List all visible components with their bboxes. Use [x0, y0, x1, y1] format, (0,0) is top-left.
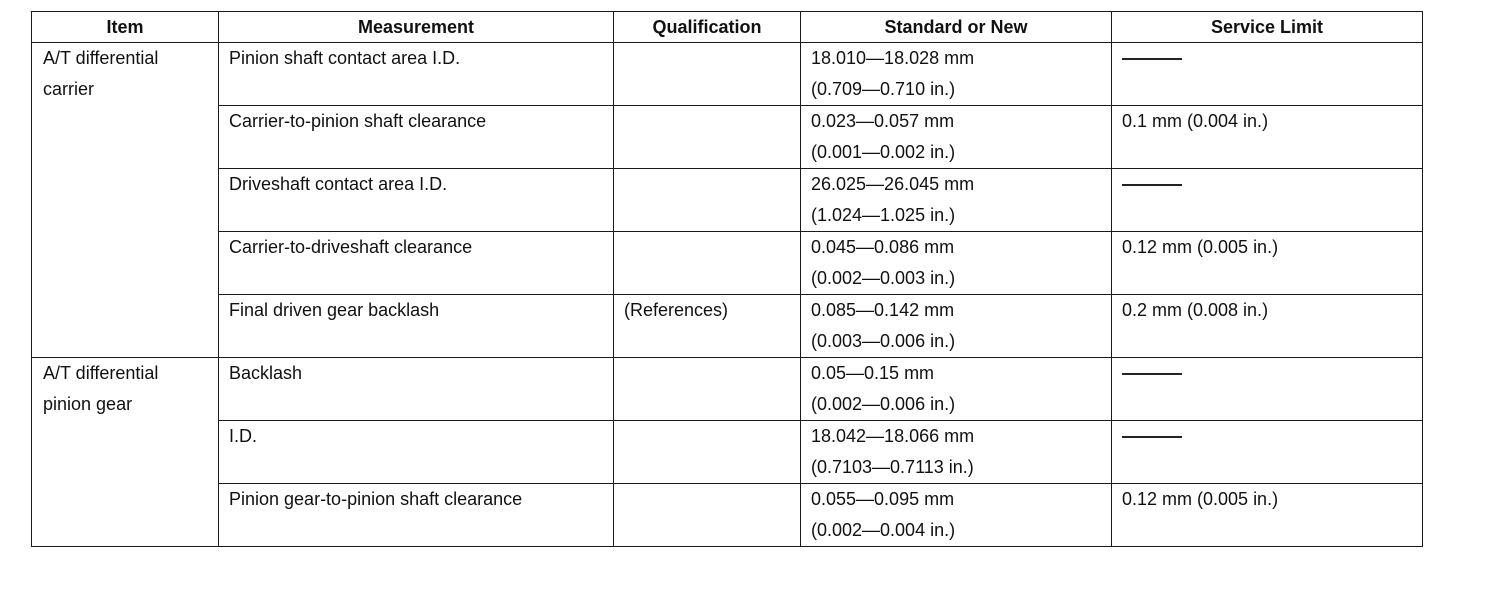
qualification-cell: [614, 232, 801, 295]
header-qualification: Qualification: [614, 12, 801, 43]
service-limit-cell: 0.12 mm (0.005 in.): [1112, 232, 1423, 295]
qualification-cell: [614, 484, 801, 547]
item-label-line2: carrier: [43, 79, 95, 99]
measurement-cell: Driveshaft contact area I.D.: [219, 169, 614, 232]
item-label-line1: A/T differential: [43, 48, 159, 68]
specifications-table: [31, 11, 1423, 547]
standard-mm: 0.045—0.086 mm: [811, 237, 955, 257]
item-label-line1: A/T differential: [43, 363, 159, 383]
standard-cell: [801, 232, 1112, 295]
no-limit-dash: [1122, 184, 1182, 186]
no-limit-dash: [1122, 373, 1182, 375]
table-row: [32, 484, 1423, 547]
standard-cell: [801, 421, 1112, 484]
qualification-cell: [614, 421, 801, 484]
header-row: [32, 12, 1423, 43]
header-standard: Standard or New: [801, 12, 1112, 43]
standard-cell: [801, 295, 1112, 358]
service-limit-cell: [1112, 421, 1423, 484]
standard-mm: 18.042—18.066 mm: [811, 426, 975, 446]
no-limit-dash: [1122, 436, 1182, 438]
standard-cell: [801, 169, 1112, 232]
standard-mm: 0.055—0.095 mm: [811, 489, 955, 509]
standard-mm: 0.023—0.057 mm: [811, 111, 955, 131]
standard-in: (1.024—1.025 in.): [811, 205, 956, 225]
item-cell-pinion-gear: [32, 358, 219, 547]
standard-cell: [801, 484, 1112, 547]
table-row: [32, 295, 1423, 358]
service-limit-cell: 0.1 mm (0.004 in.): [1112, 106, 1423, 169]
no-limit-dash: [1122, 58, 1182, 60]
table-row: [32, 106, 1423, 169]
standard-in: (0.003—0.006 in.): [811, 331, 956, 351]
standard-in: (0.709—0.710 in.): [811, 79, 956, 99]
service-limit-cell: [1112, 358, 1423, 421]
qualification-cell: [614, 358, 801, 421]
standard-mm: 0.05—0.15 mm: [811, 363, 935, 383]
standard-in: (0.002—0.006 in.): [811, 394, 956, 414]
standard-mm: 0.085—0.142 mm: [811, 300, 955, 320]
measurement-cell: Carrier-to-pinion shaft clearance: [219, 106, 614, 169]
table-row: [32, 43, 1423, 106]
standard-in: (0.002—0.003 in.): [811, 268, 956, 288]
standard-mm: 26.025—26.045 mm: [811, 174, 975, 194]
measurement-cell: Pinion gear-to-pinion shaft clearance: [219, 484, 614, 547]
standard-cell: [801, 106, 1112, 169]
measurement-cell: Carrier-to-driveshaft clearance: [219, 232, 614, 295]
standard-in: (0.002—0.004 in.): [811, 520, 956, 540]
table-row: [32, 232, 1423, 295]
service-limit-cell: [1112, 43, 1423, 106]
service-limit-cell: 0.2 mm (0.008 in.): [1112, 295, 1423, 358]
standard-cell: [801, 358, 1112, 421]
item-cell-carrier: [32, 43, 219, 358]
measurement-cell: Backlash: [219, 358, 614, 421]
table-row: [32, 169, 1423, 232]
qualification-cell: [614, 106, 801, 169]
qualification-cell: (References): [614, 295, 801, 358]
header-item: Item: [32, 12, 219, 43]
table-row: [32, 358, 1423, 421]
service-limit-cell: [1112, 169, 1423, 232]
qualification-cell: [614, 43, 801, 106]
standard-cell: [801, 43, 1112, 106]
header-service-limit: Service Limit: [1112, 12, 1423, 43]
measurement-cell: Pinion shaft contact area I.D.: [219, 43, 614, 106]
standard-in: (0.001—0.002 in.): [811, 142, 956, 162]
item-label-line2: pinion gear: [43, 394, 133, 414]
header-measurement: Measurement: [219, 12, 614, 43]
standard-mm: 18.010—18.028 mm: [811, 48, 975, 68]
measurement-cell: I.D.: [219, 421, 614, 484]
table-body: [32, 43, 1423, 547]
measurement-cell: Final driven gear backlash: [219, 295, 614, 358]
qualification-cell: [614, 169, 801, 232]
standard-in: (0.7103—0.7113 in.): [811, 457, 974, 477]
table-row: [32, 421, 1423, 484]
service-limit-cell: 0.12 mm (0.005 in.): [1112, 484, 1423, 547]
